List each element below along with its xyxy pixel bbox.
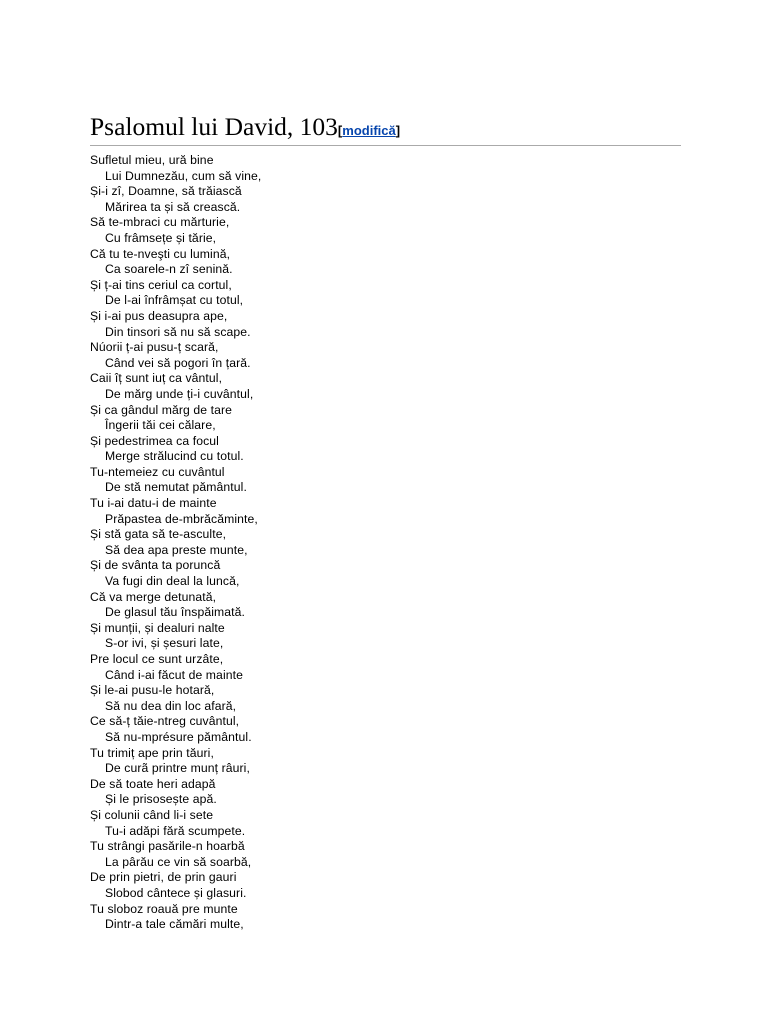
edit-bracket-close: ] bbox=[395, 123, 401, 138]
poem-line: Mărirea ta și să crească. bbox=[105, 199, 241, 214]
poem-line: Și-i zî, Doamne, să trăiască bbox=[90, 184, 242, 199]
poem-line: Tu sloboz roauă pre munte bbox=[90, 901, 238, 916]
poem-line: Tu-ntemeiez cu cuvântul bbox=[90, 464, 225, 479]
poem-line: De să toate heri adapă bbox=[90, 776, 216, 791]
poem-line: Îngerii tăi cei călare, bbox=[105, 418, 216, 433]
page-title: Psalomul lui David, 103 bbox=[90, 112, 338, 141]
poem-line: Prăpastea de-mbrăcăminte, bbox=[105, 511, 258, 526]
poem-line: Merge strălucind cu totul. bbox=[105, 449, 244, 464]
poem-line: De curã printre munț râuri, bbox=[105, 761, 250, 776]
article-content bbox=[90, 106, 681, 933]
edit-link[interactable]: modifică bbox=[342, 123, 396, 138]
poem-line: Ca soarele-n zî senină. bbox=[105, 262, 233, 277]
poem-line: De l-ai înfrâmșat cu totul, bbox=[105, 293, 244, 308]
edit-bracket-open: [ bbox=[337, 123, 343, 138]
poem-line: La pârău ce vin să soarbă, bbox=[105, 854, 252, 869]
poem-line: Și munții, și dealuri nalte bbox=[90, 620, 225, 635]
poem-line: Va fugi din deal la luncă, bbox=[105, 574, 240, 589]
poem-line: Că va merge detunată, bbox=[90, 589, 217, 604]
poem-text bbox=[90, 153, 681, 933]
poem-line: Núorii ț-ai pusu-ț scară, bbox=[90, 340, 219, 355]
poem-line: Tu strângi pasările-n hoarbă bbox=[90, 839, 245, 854]
poem-line: Tu i-ai datu-i de mainte bbox=[90, 496, 217, 511]
poem-line: Tu-i adăpi fără scumpete. bbox=[105, 823, 246, 838]
poem-line: De stă nemutat pământul. bbox=[105, 480, 247, 495]
poem-line: Și colunii când li-i sete bbox=[90, 807, 214, 822]
poem-line: Și de svânta ta poruncă bbox=[90, 558, 221, 573]
poem-line: Și ț-ai tins ceriul ca cortul, bbox=[90, 277, 232, 292]
poem-line: Pre locul ce sunt urzâte, bbox=[90, 652, 224, 666]
poem-line: Să dea apa preste munte, bbox=[105, 542, 248, 557]
edit-section bbox=[338, 123, 400, 138]
poem-line: Să nu dea din loc afară, bbox=[105, 698, 237, 713]
poem-line: Cu frâmsețe și tărie, bbox=[105, 230, 217, 245]
poem-line: Să nu-mprésure pământul. bbox=[105, 729, 252, 744]
poem-line: Când i-ai făcut de mainte bbox=[105, 667, 243, 682]
poem-line: Și stă gata să te-asculte, bbox=[90, 527, 227, 542]
poem-line: De mărg unde ți-i cuvântul, bbox=[105, 386, 254, 401]
poem-line: Când vei să pogori în țară. bbox=[105, 355, 251, 370]
poem-line: Și le prisosește apă. bbox=[105, 792, 217, 807]
poem-line: Sufletul mieu, ură bine bbox=[90, 153, 214, 167]
poem-line: Să te-mbraci cu mărturie, bbox=[90, 215, 230, 230]
poem-line: Că tu te-nveşti cu lumină, bbox=[90, 246, 231, 261]
poem-line: Dintr-a tale cămări multe, bbox=[105, 917, 244, 932]
poem-line: S-or ivi, și șesuri late, bbox=[105, 636, 224, 651]
poem-line: Și i-ai pus deasupra ape, bbox=[90, 308, 228, 323]
page-heading bbox=[90, 106, 681, 146]
poem-line: Slobod cântece și glasuri. bbox=[105, 885, 247, 900]
poem-line: Ce să-ț tăie-ntreg cuvântul, bbox=[90, 714, 240, 729]
poem-line: Și le-ai pusu-le hotară, bbox=[90, 683, 215, 698]
poem-line: De glasul tău înspăimată. bbox=[105, 605, 246, 620]
poem-line: Din tinsori să nu să scape. bbox=[105, 324, 251, 339]
poem-line: Caii îț sunt iuț ca vântul, bbox=[90, 371, 223, 386]
poem-line: Și pedestrimea ca focul bbox=[90, 433, 219, 448]
poem-line: Și ca gândul mărg de tare bbox=[90, 402, 233, 417]
poem-line: De prin pietri, de prin gauri bbox=[90, 870, 237, 885]
poem-line: Tu trimiț ape prin tăuri, bbox=[90, 745, 214, 760]
poem-line: Lui Dumnezău, cum să vine, bbox=[105, 168, 262, 183]
